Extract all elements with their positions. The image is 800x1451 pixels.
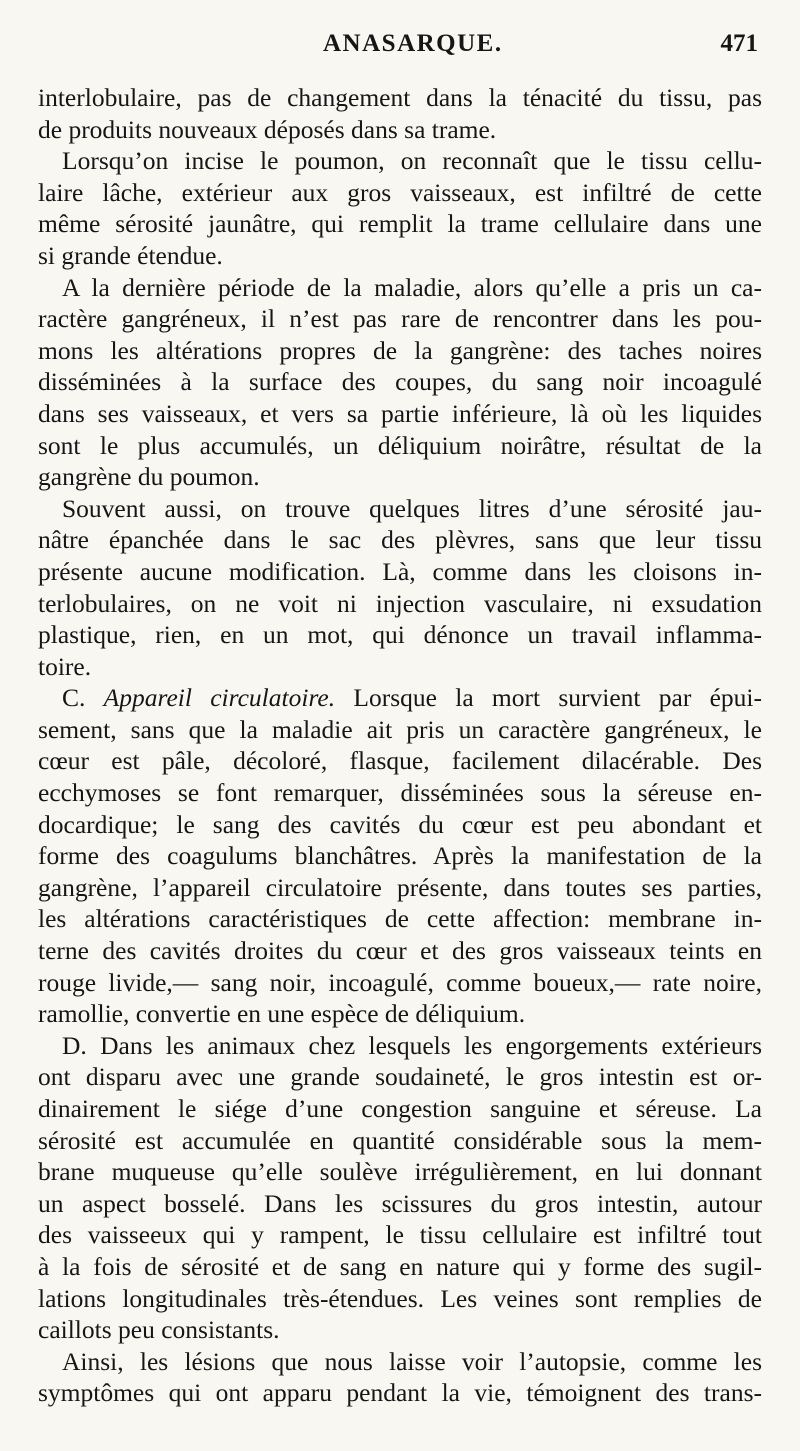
page-header [0,30,800,64]
text-line: sont le plus accumulés, un déliquium noirâtre, résultat de la [38,430,762,460]
text-line: sement, sans que la maladie ait pris un caractère gangréneux, le [38,714,762,744]
text-line: si grande étendue. [38,240,223,270]
running-title: ANASARQUE. [323,30,503,57]
text-line: dans ses vaisseaux, et vers sa partie inférieure, là où les liquides [38,398,762,428]
text-line: des vaisseeux qui y rampent, le tissu cellulaire est infiltré tout [38,1220,762,1250]
text-line: plastique, rien, en un mot, qui dénonce un travail inflamma- [38,620,762,650]
text-line: mons les altérations propres de la gangrène: des taches noires [38,335,762,365]
text-line: Ainsi, les lésions que nous laisse voir l’autopsie, comme les [62,1346,762,1376]
page-number: 471 [720,30,758,57]
body-text [38,82,762,1409]
text-line: terlobulaires, on ne voit ni injection vasculaire, ni exsudation [38,588,762,618]
text-line: un aspect bosselé. Dans les scissures du gros intestin, autour [38,1188,762,1218]
text-line: symptômes qui ont apparu pendant la vie, témoignent des trans- [38,1378,762,1408]
section-heading-italic: Appareil circulatoire. [103,683,336,713]
text-line: A la dernière période de la maladie, alors qu’elle a pris un ca- [62,272,762,302]
text-line: nâtre épanchée dans le sac des plèvres, sans que leur tissu [38,525,762,555]
text-line: ont disparu avec une grande soudaineté, le gros intestin est or- [38,1062,762,1092]
text-line: C. Appareil circulatoire. Lorsque la mort survient par épui- [62,683,763,713]
text-line: Souvent aussi, on trouve quelques litres d’une sérosité jau- [62,493,762,523]
text-line: ractère gangréneux, il n’est pas rare de rencontrer dans les pou- [38,304,762,334]
text-line: à la fois de sérosité et de sang en nature qui y forme des sugil- [38,1251,762,1281]
text-line: brane muqueuse qu’elle soulève irrégulièrement, en lui donnant [38,1157,762,1187]
text-line: même sérosité jaunâtre, qui remplit la trame cellulaire dans une [38,209,762,239]
text-line: terne des cavités droites du cœur et des gros vaisseaux teints en [38,936,762,966]
text-line: sérosité est accumulée en quantité considérable sous la mem- [38,1125,762,1155]
text-line: présente aucune modification. Là, comme dans les cloisons in- [38,556,762,586]
text-line: forme des coagulums blanchâtres. Après la manifestation de la [38,841,762,871]
text-line: les altérations caractéristiques de cette affection: membrane in- [38,904,762,934]
text-line: gangrène du poumon. [38,462,260,492]
text-line: cœur est pâle, décoloré, flasque, facilement dilacérable. Des [38,746,762,776]
text-line: caillots peu consistants. [38,1315,280,1345]
text-line: docardique; le sang des cavités du cœur est peu abondant et [38,809,762,839]
text-line: laire lâche, extérieur aux gros vaisseaux, est infiltré de cette [38,177,762,207]
text-line: D. Dans les animaux chez lesquels les engorgements extérieurs [62,1030,762,1060]
text-line: lations longitudinales très-étendues. Les veines sont remplies de [38,1283,762,1313]
text-line: interlobulaire, pas de changement dans la ténacité du tissu, pas [38,83,762,112]
text-line: toire. [38,651,92,681]
text-line: ramollie, convertie en une espèce de déliquium. [38,999,526,1029]
text-line: de produits nouveaux déposés dans sa trame. [38,114,497,144]
text-line: rouge livide,— sang noir, incoagulé, comme boueux,— rate noire, [38,967,762,997]
text-line: disséminées à la surface des coupes, du sang noir incoagulé [38,367,762,397]
text-line: Lorsqu’on incise le poumon, on reconnaît que le tissu cellu- [62,146,762,176]
text-line: ecchymoses se font remarquer, disséminées sous la séreuse en- [38,778,762,808]
text-line: dinairement le siége d’une congestion sanguine et séreuse. La [38,1094,762,1123]
text-line: gangrène, l’appareil circulatoire présente, dans toutes ses parties, [38,872,762,902]
